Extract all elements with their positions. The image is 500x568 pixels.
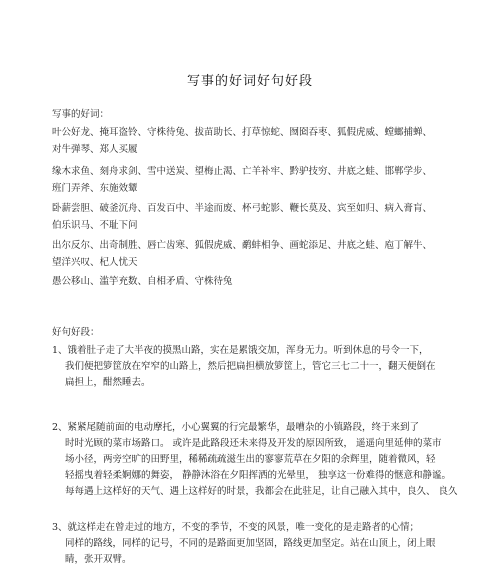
word-line: 出尔反尔、出奇制胜、唇亡齿寒、狐假虎威、鹬蚌相争、画蛇添足、井底之蛙、庖丁解牛、 bbox=[52, 240, 433, 251]
paragraph-line: 场小径，两旁空旷的田野里，稀稀疏疏滋生出的寥寥荒草在夕阳的余辉里，随着微风，轻 bbox=[65, 454, 436, 465]
word-group-2 bbox=[52, 163, 457, 197]
paragraph-line: 轻摇曳着轻柔婀娜的舞姿， 静静沐浴在夕阳挥洒的光晕里， 独享这一份难得的惬意和静谧。 bbox=[65, 470, 452, 481]
word-line: 对牛弹琴、郑人买履 bbox=[52, 144, 138, 155]
word-group-4 bbox=[52, 237, 457, 271]
words-heading: 写事的好词： bbox=[52, 109, 110, 120]
paragraph-line: 1、饿着肚子走了大半夜的摸黑山路，实在是累饿交加，浑身无力。听到休息的号令一下， bbox=[52, 345, 429, 356]
word-line: 望洋兴叹、杞人忧天 bbox=[52, 257, 138, 268]
word-line: 缘木求鱼、刻舟求剑、雪中送炭、望梅止渴、亡羊补牢、黔驴技穷、井底之蛙、邯郸学步、 bbox=[52, 166, 433, 177]
sentences-heading: 好句好段： bbox=[52, 327, 100, 338]
paragraph-line: 3、就这样走在曾走过的地方，不变的季节，不变的风景，唯一变化的是走路者的心情； bbox=[52, 522, 420, 533]
paragraph-line: 同样的路线，同样的记号，不同的是路面更加坚固，路线更加坚定。站在山顶上，闭上眼 bbox=[65, 538, 436, 549]
word-line: 卧薪尝胆、破釜沉舟、百发百中、半途而废、杯弓蛇影、鞭长莫及、宾至如归、病入膏肓、 bbox=[52, 203, 433, 214]
word-group-3 bbox=[52, 200, 457, 234]
word-group-5 bbox=[52, 273, 457, 290]
word-line: 班门弄斧、东施效颦 bbox=[52, 183, 138, 194]
paragraph-line: 我们便把箩筐放在窄窄的山路上，然后把扁担横放箩筐上，管它三七二十一，翻天便倒在 bbox=[65, 361, 436, 372]
paragraph-line: 扁担上，酣然睡去。 bbox=[65, 377, 151, 388]
paragraph-line: 时时光顾的菜市场路口。 或许是此路段还未来得及开发的原因所致， 遥遥向里延伸的菜市 bbox=[65, 438, 442, 449]
word-group-1 bbox=[52, 124, 457, 158]
paragraph-line: 每每遇上这样好的天气、遇上这样好的时景，我都会在此驻足，让自己融入其中，良久、 良久 bbox=[65, 486, 458, 497]
page-title: 写事的好词好句好段 bbox=[186, 74, 313, 89]
paragraph-line: 2、紧紧尾随前面的电动摩托，小心翼翼的行完最繁华，最嘈杂的小镇路段，终于来到了 bbox=[52, 422, 420, 433]
word-line: 伯乐识马、不耻下问 bbox=[52, 220, 138, 231]
word-line: 叶公好龙、掩耳盗铃、守株待兔、拔苗助长、打草惊蛇、囫囵吞枣、狐假虎威、螳螂捕蝉、 bbox=[52, 127, 433, 138]
paragraph-1 bbox=[52, 343, 462, 391]
paragraph-2 bbox=[52, 420, 462, 500]
paragraph-3 bbox=[52, 520, 462, 568]
paragraph-line: 睛，张开双臂。 bbox=[65, 554, 132, 565]
word-line: 愚公移山、滥竽充数、自相矛盾、守株待兔 bbox=[52, 276, 233, 287]
